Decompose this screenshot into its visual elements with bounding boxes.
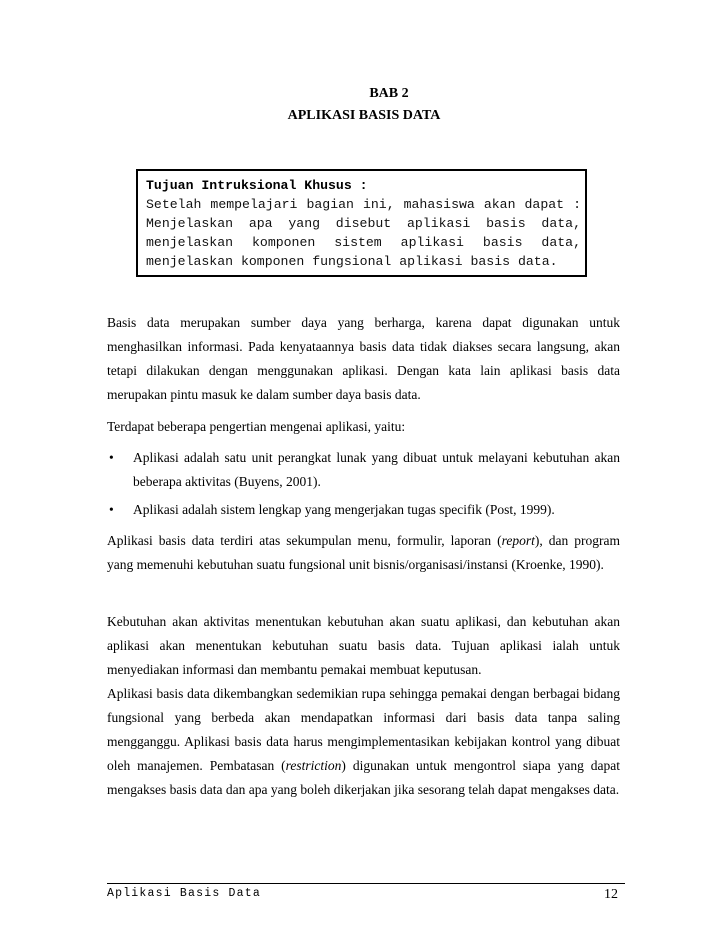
list-item-text: Aplikasi adalah sistem lengkap yang mengerjakan tugas specifik (Post, 1999). xyxy=(133,502,555,517)
footer-title: Aplikasi Basis Data xyxy=(107,887,261,900)
italic-term: restriction xyxy=(285,758,342,773)
paragraph-intro: Basis data merupakan sumber daya yang berharga, karena dapat digunakan untuk menghasilkan informasi. Pada kenyataannya basis data tidak diakses secara langsung, akan tetapi dilakukan dengan menggunakan aplikasi. Dengan kata lain aplikasi basis data merupakan pintu masuk ke dalam sumber daya basis data. xyxy=(107,315,620,402)
chapter-number: BAB 2 xyxy=(369,86,409,101)
objectives-title: Tujuan Intruksional Khusus : xyxy=(146,178,368,193)
paragraph-application-definition xyxy=(107,529,620,577)
paragraph-text: ) digunakan untuk mengontrol siapa yang dapat mengakses basis data dan apa yang boleh dikerjakan jika sesorang telah dapat mengakses data. xyxy=(107,758,620,797)
bullet-icon: • xyxy=(109,450,114,465)
page-number: 12 xyxy=(604,887,618,902)
bullet-icon: • xyxy=(109,502,114,517)
paragraph-text: ), dan program yang memenuhi kebutuhan suatu fungsional unit bisnis/organisasi/instansi (Kroenke, 1990). xyxy=(107,533,620,572)
objectives-body: Setelah mempelajari bagian ini, mahasiswa akan dapat : Menjelaskan apa yang disebut aplikasi basis data, menjelaskan komponen sistem aplikasi basis data, menjelaskan komponen fungsional aplikasi basis data. xyxy=(146,197,581,269)
paragraph-development xyxy=(107,682,620,802)
list-item-text: Aplikasi adalah satu unit perangkat lunak yang dibuat untuk melayani kebutuhan akan beberapa aktivitas (Buyens, 2001). xyxy=(133,450,620,489)
paragraph-needs: Kebutuhan akan aktivitas menentukan kebutuhan akan suatu aplikasi, dan kebutuhan akan aplikasi akan menentukan kebutuhan suatu basis data. Tujuan aplikasi ialah untuk menyediakan informasi dan membantu pemakai membuat keputusan. xyxy=(107,614,620,677)
paragraph-text: Aplikasi basis data dikembangkan sedemikian rupa sehingga pemakai dengan berbagai bidang fungsional yang berbeda akan mendapatkan informasi dari basis data tanpa saling mengganggu. Aplikasi basis data harus mengimplementasikan kebijakan kontrol yang dibuat oleh manajemen. Pembatasan ( xyxy=(107,686,620,773)
paragraph-definitions-lead: Terdapat beberapa pengertian mengenai aplikasi, yaitu: xyxy=(107,419,406,434)
italic-term: report xyxy=(501,533,535,548)
footer-divider xyxy=(107,883,625,884)
chapter-title: APLIKASI BASIS DATA xyxy=(287,108,441,123)
objectives-box xyxy=(136,169,587,277)
paragraph-text: Aplikasi basis data terdiri atas sekumpulan menu, formulir, laporan ( xyxy=(107,533,502,548)
